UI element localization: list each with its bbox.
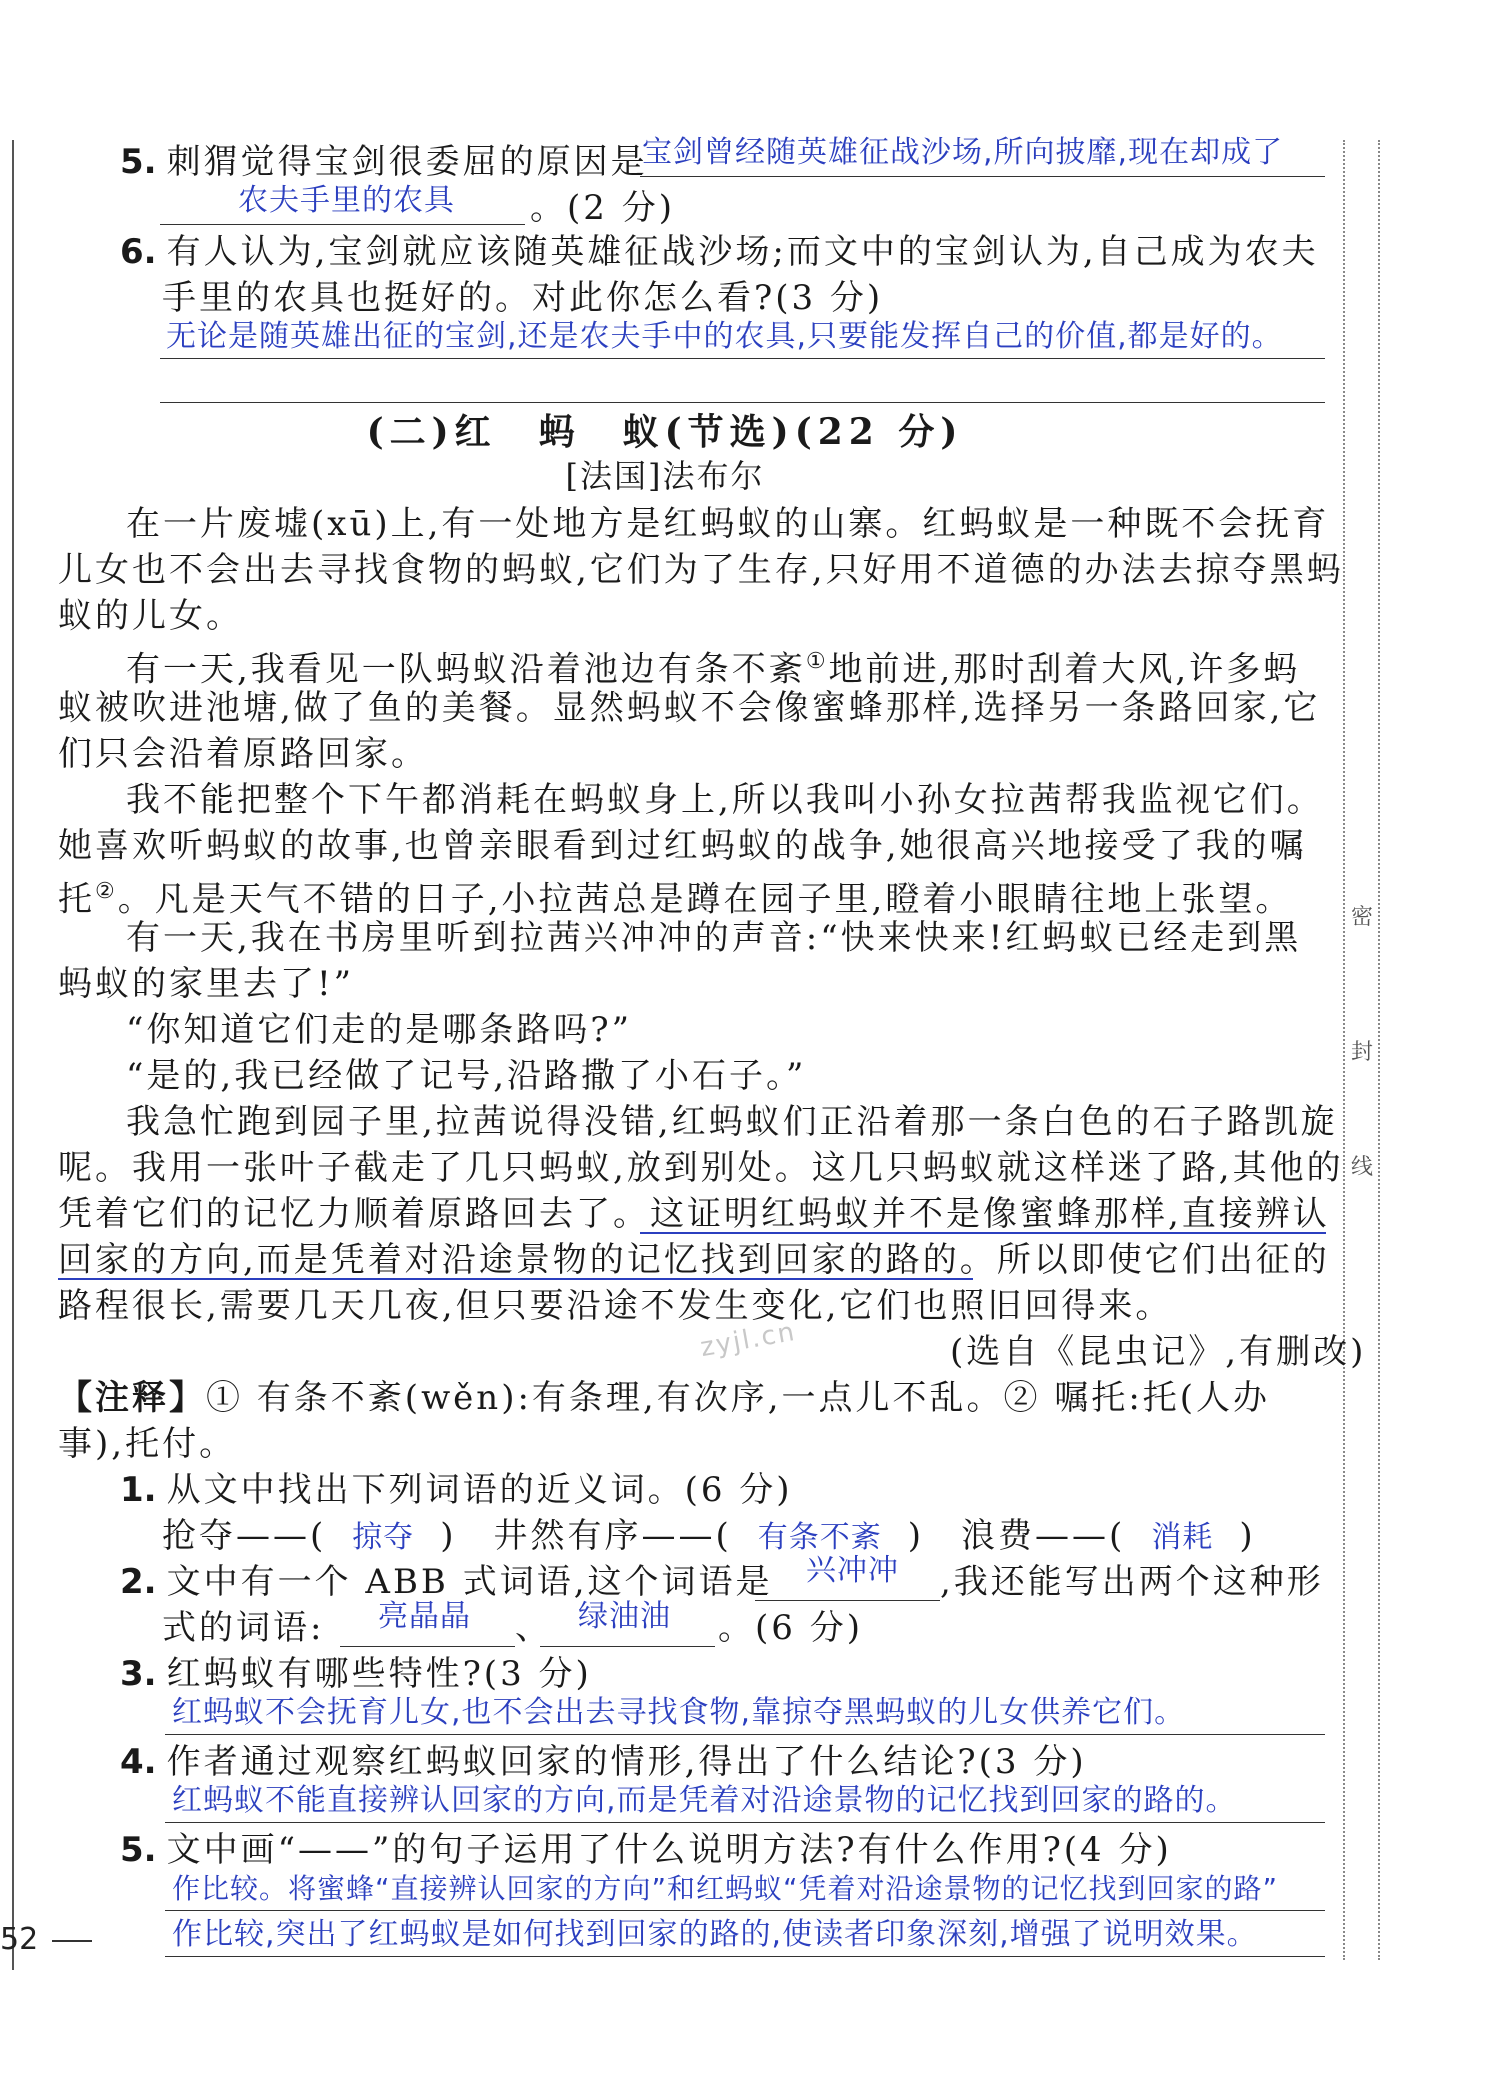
q2-answer-rule-2 bbox=[540, 1646, 715, 1647]
passage-line: 在一片废墟(xū)上,有一处地方是红蚂蚁的山寨。红蚂蚁是一种既不会抚育 bbox=[126, 504, 1330, 544]
q5-prompt: 5. 刺猬觉得宝剑很委屈的原因是 bbox=[120, 142, 648, 182]
q2-score: 。(6 分) bbox=[718, 1608, 863, 1648]
q1-answer-1: 掠夺 bbox=[352, 1520, 415, 1555]
seal-char-1: 密 bbox=[1350, 905, 1373, 930]
q6-answer: 无论是随英雄出征的宝剑,还是农夫手中的农具,只要能发挥自己的价值,都是好的。 bbox=[166, 319, 1283, 354]
q4-answer-rule bbox=[165, 1822, 1325, 1823]
passage-line: 蚁的儿女。 bbox=[58, 596, 243, 636]
passage-line: 凭着它们的记忆力顺着原路回去了。这证明红蚂蚁并不是像蜜蜂那样,直接辨认 bbox=[58, 1194, 1330, 1234]
q5b-answer-line1: 作比较。将蜜蜂“直接辨认回家的方向”和红蚂蚁“凭着对沿途景物的记忆找到回家的路” bbox=[172, 1872, 1279, 1905]
q6-answer-rule2 bbox=[160, 402, 1325, 403]
q5b-answer-line2: 作比较,突出了红蚂蚁是如何找到回家的路的,使读者印象深刻,增强了说明效果。 bbox=[172, 1917, 1258, 1952]
q3-answer-rule bbox=[165, 1734, 1325, 1735]
sentence-underline-2 bbox=[58, 1278, 973, 1280]
page-number: 52 bbox=[0, 1922, 39, 1957]
q4-answer: 红蚂蚁不能直接辨认回家的方向,而是凭着对沿途景物的记忆找到回家的路的。 bbox=[172, 1783, 1237, 1818]
q2-prompt-tail: ,我还能写出两个这种形 bbox=[940, 1562, 1324, 1602]
q1-prompt: 1. 从文中找出下列词语的近义词。(6 分) bbox=[120, 1470, 793, 1510]
q1-words: 抢夺——( 掠夺 ) 井然有序——( 有条不紊 ) 浪费——( 消耗 ) bbox=[162, 1516, 1256, 1556]
q2-answer-rule-1 bbox=[340, 1646, 515, 1647]
q2-prompt: 2. 文中有一个 ABB 式词语,这个词语是 bbox=[120, 1562, 773, 1602]
sentence-underline-1 bbox=[640, 1232, 1326, 1234]
q2-answer-rule bbox=[755, 1600, 940, 1601]
notes-line1: 【注释】① 有条不紊(wěn):有条理,有次序,一点儿不乱。② 嘱托:托(人办 bbox=[58, 1378, 1271, 1418]
passage-line: “你知道它们走的是哪条路吗?” bbox=[126, 1010, 632, 1050]
watermark: zyjl.cn bbox=[698, 1316, 799, 1364]
passage-line: 有一天,我看见一队蚂蚁沿着池边有条不紊①地前进,那时刮着大风,许多蚂 bbox=[126, 649, 1301, 690]
q5-score: 。(2 分) bbox=[530, 188, 675, 228]
q1-answer-2: 有条不紊 bbox=[757, 1520, 882, 1555]
footnote-mark-2: ② bbox=[95, 879, 118, 904]
passage-line: 们只会沿着原路回家。 bbox=[58, 734, 428, 774]
binding-rule-inner bbox=[1343, 140, 1345, 1960]
q2-answer-1: 亮晶晶 bbox=[378, 1599, 471, 1634]
passage-line: 她喜欢听蚂蚁的故事,也曾亲眼看到过红蚂蚁的战争,她很高兴地接受了我的嘱 bbox=[58, 826, 1307, 866]
passage-line: “是的,我已经做了记号,沿路撒了小石子。” bbox=[126, 1056, 807, 1096]
q2-separator: 、 bbox=[515, 1608, 552, 1648]
q3-answer: 红蚂蚁不会抚育儿女,也不会出去寻找食物,靠掠夺黑蚂蚁的儿女供养它们。 bbox=[172, 1695, 1186, 1730]
section-author: [法国]法布尔 bbox=[565, 457, 765, 495]
passage-line: 蚁被吹进池塘,做了鱼的美餐。显然蚂蚁不会像蜜蜂那样,选择另一条路回家,它 bbox=[58, 688, 1321, 728]
passage-line: 我不能把整个下午都消耗在蚂蚁身上,所以我叫小孙女拉茜帮我监视它们。 bbox=[126, 780, 1324, 820]
q5b-answer-rule1 bbox=[165, 1910, 1325, 1911]
q5b-prompt: 5. 文中画“——”的句子运用了什么说明方法?有什么作用?(4 分) bbox=[120, 1830, 1172, 1870]
passage-line: 蚂蚁的家里去了!” bbox=[58, 964, 355, 1004]
q2-prompt-line2: 式的词语: bbox=[162, 1608, 325, 1648]
q5-answer-rule1 bbox=[640, 176, 1325, 177]
passage-line: 路程很长,需要几天几夜,但只要沿途不发生变化,它们也照旧回得来。 bbox=[58, 1286, 1173, 1326]
q1-answer-3: 消耗 bbox=[1151, 1520, 1214, 1555]
q4-prompt: 4. 作者通过观察红蚂蚁回家的情形,得出了什么结论?(3 分) bbox=[120, 1742, 1087, 1782]
passage-source: (选自《昆虫记》,有删改) bbox=[950, 1332, 1367, 1372]
q5-answer-line1: 宝剑曾经随英雄征战沙场,所向披靡,现在却成了 bbox=[642, 135, 1284, 170]
q6-prompt-line2: 手里的农具也挺好的。对此你怎么看?(3 分) bbox=[162, 278, 884, 318]
q6-answer-rule1 bbox=[160, 358, 1325, 359]
passage-line: 有一天,我在书房里听到拉茜兴冲冲的声音:“快来快来!红蚂蚁已经走到黑 bbox=[126, 918, 1302, 958]
underlined-sentence-part2: 回家的方向,而是凭着对沿途景物的记忆找到回家的路的。 bbox=[58, 1240, 997, 1280]
binding-rule-outer bbox=[1378, 140, 1380, 1960]
page-number-dash bbox=[52, 1940, 92, 1942]
footnote-mark-1: ① bbox=[805, 649, 829, 674]
seal-char-3: 线 bbox=[1350, 1155, 1373, 1180]
q2-answer-2: 绿油油 bbox=[578, 1599, 671, 1634]
q3-prompt: 3. 红蚂蚁有哪些特性?(3 分) bbox=[120, 1654, 592, 1694]
passage-line: 我急忙跑到园子里,拉茜说得没错,红蚂蚁们正沿着那一条白色的石子路凯旋 bbox=[126, 1102, 1338, 1142]
q5-answer-rule2 bbox=[160, 224, 525, 225]
q5-answer-line2: 农夫手里的农具 bbox=[238, 183, 455, 218]
notes-line2: 事),托付。 bbox=[58, 1424, 237, 1464]
passage-line: 托②。凡是天气不错的日子,小拉茜总是蹲在园子里,瞪着小眼睛往地上张望。 bbox=[58, 879, 1293, 920]
seal-char-2: 封 bbox=[1350, 1040, 1373, 1065]
underlined-sentence-part1: 这证明红蚂蚁并不是像蜜蜂那样,直接辨认 bbox=[650, 1194, 1330, 1234]
section-title: (二)红 蚂 蚁(节选)(22 分) bbox=[366, 411, 964, 453]
passage-line: 回家的方向,而是凭着对沿途景物的记忆找到回家的路的。所以即使它们出征的 bbox=[58, 1240, 1330, 1280]
q6-prompt-line1: 6. 有人认为,宝剑就应该随英雄征战沙场;而文中的宝剑认为,自己成为农夫 bbox=[120, 232, 1319, 272]
q2-answer-abb: 兴冲冲 bbox=[806, 1553, 899, 1588]
q5b-answer-rule2 bbox=[165, 1956, 1325, 1957]
passage-line: 呢。我用一张叶子截走了几只蚂蚁,放到别处。这几只蚂蚁就这样迷了路,其他的 bbox=[58, 1148, 1344, 1188]
passage-line: 儿女也不会出去寻找食物的蚂蚁,它们为了生存,只好用不道德的办法去掠夺黑蚂 bbox=[58, 550, 1344, 590]
